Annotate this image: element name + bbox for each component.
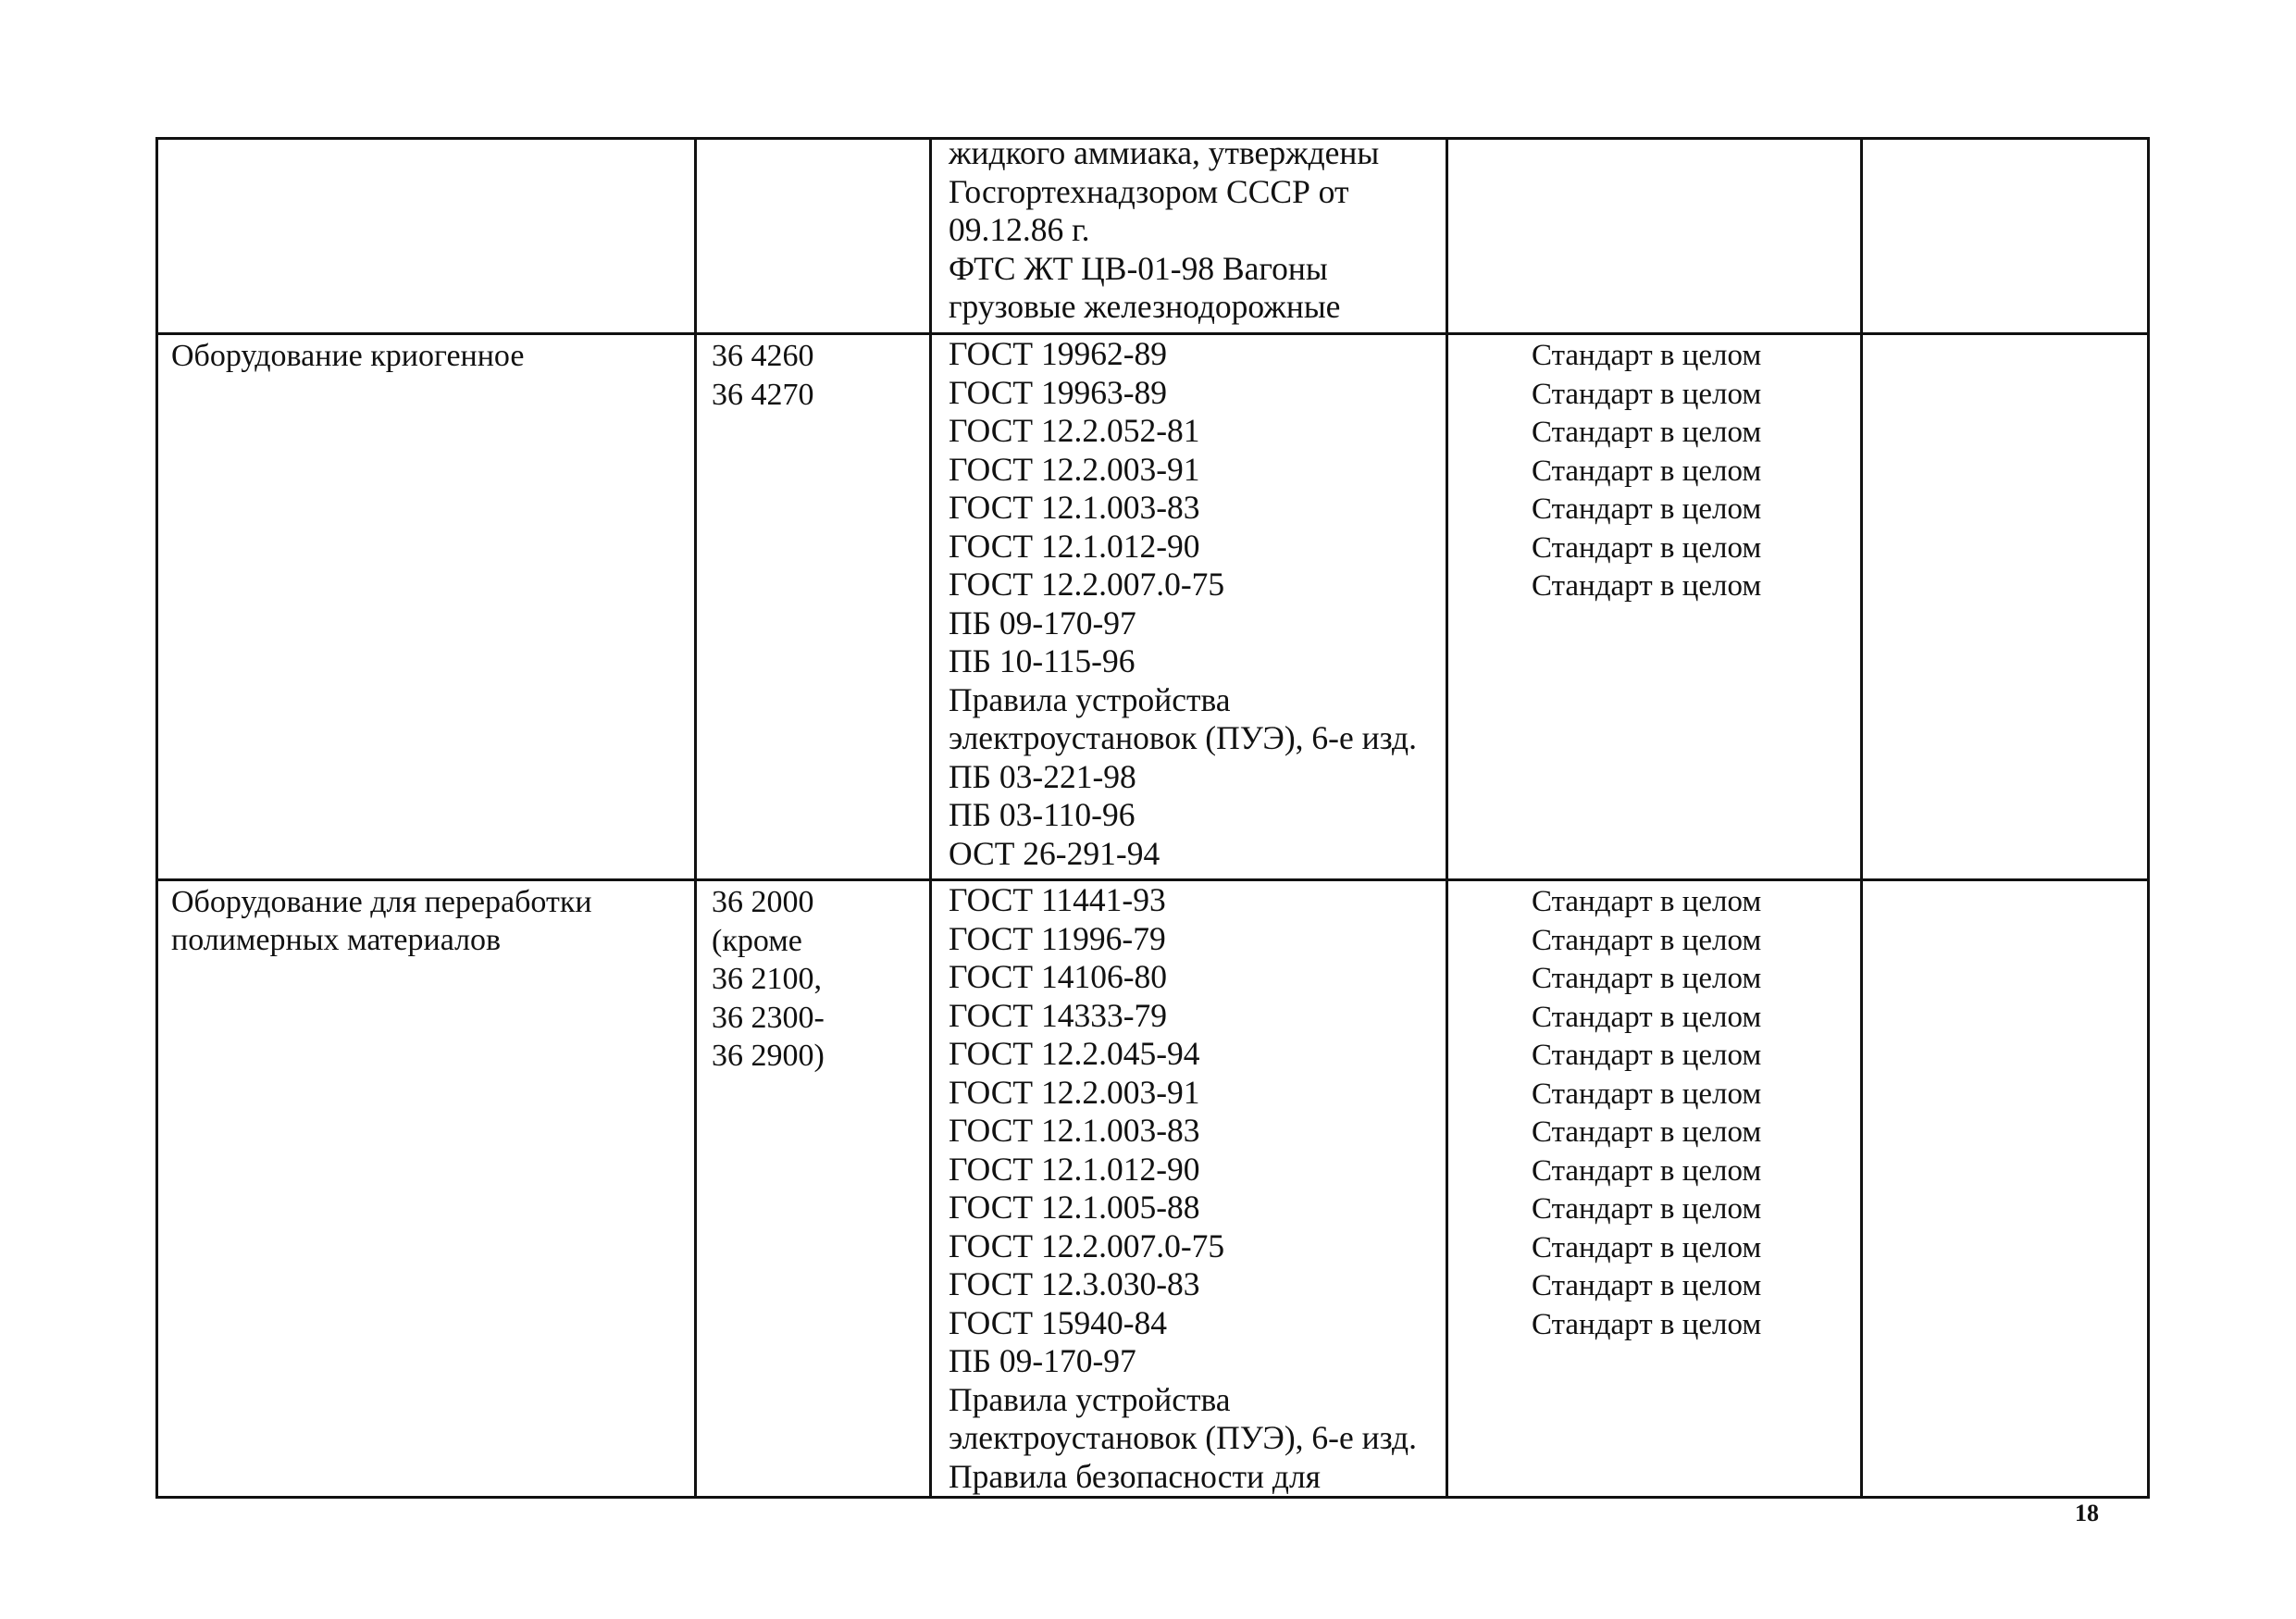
norm-line: ГОСТ 12.1.005-88 xyxy=(949,1189,1200,1226)
scope-line: Стандарт в целом xyxy=(1532,569,1762,603)
scope-line: Стандарт в целом xyxy=(1532,1307,1762,1341)
table-body xyxy=(157,139,2149,1498)
norm-cell xyxy=(931,334,1447,880)
equipment-line: Оборудование для переработки xyxy=(171,885,592,919)
scope-line: Стандарт в целом xyxy=(1532,923,1762,957)
scope-line: Стандарт в целом xyxy=(1532,1115,1762,1149)
norm-line: ПБ 09-170-97 xyxy=(949,1342,1136,1379)
scope-line: Стандарт в целом xyxy=(1532,1153,1762,1188)
norm-line: ГОСТ 19963-89 xyxy=(949,373,1168,411)
norm-line: Правила устройства xyxy=(949,680,1231,718)
table-row xyxy=(157,334,2149,880)
code-cell xyxy=(696,334,931,880)
norm-line: ПБ 10-115-96 xyxy=(949,642,1136,679)
norm-line: Госгортехнадзором СССР от xyxy=(949,172,1349,210)
norm-line: ГОСТ 11996-79 xyxy=(949,919,1166,957)
scope-line: Стандарт в целом xyxy=(1532,1269,1762,1302)
code-cell xyxy=(696,139,931,334)
scope-line: Стандарт в целом xyxy=(1532,1077,1762,1111)
scope-cell xyxy=(1447,880,1862,1498)
norm-line: ОСТ 26-291-94 xyxy=(949,834,1160,872)
scope-line: Стандарт в целом xyxy=(1532,377,1762,411)
scope-line: Стандарт в целом xyxy=(1532,339,1762,372)
scope-line: Стандарт в целом xyxy=(1532,416,1762,449)
table-row xyxy=(157,139,2149,334)
scope-line: Стандарт в целом xyxy=(1532,962,1762,995)
norm-cell xyxy=(931,880,1447,1498)
equipment-line: Оборудование криогенное xyxy=(171,339,525,373)
norm-line: Правила устройства xyxy=(949,1380,1231,1418)
equipment-cell xyxy=(157,880,696,1498)
norm-line: Правила безопасности для xyxy=(949,1457,1321,1495)
code-line: 36 2300- xyxy=(712,1000,825,1035)
norm-line: жидкого аммиака, утверждены xyxy=(949,138,1380,171)
code-line: (кроме xyxy=(712,923,802,958)
scope-cell xyxy=(1447,334,1862,880)
norm-line: грузовые железнодорожные xyxy=(949,288,1341,325)
norm-line: ПБ 09-170-97 xyxy=(949,604,1136,641)
scope-line: Стандарт в целом xyxy=(1532,454,1762,488)
norm-line: ГОСТ 15940-84 xyxy=(949,1303,1168,1341)
norm-line: ГОСТ 12.2.045-94 xyxy=(949,1035,1200,1072)
norm-line: ГОСТ 12.2.007.0-75 xyxy=(949,566,1225,603)
norm-line: ПБ 03-221-98 xyxy=(949,757,1136,795)
norm-line: ГОСТ 12.3.030-83 xyxy=(949,1265,1200,1302)
notes-cell xyxy=(1862,139,2149,334)
scope-line: Стандарт в целом xyxy=(1532,1192,1762,1226)
norm-line: 09.12.86 г. xyxy=(949,211,1090,248)
table-row xyxy=(157,880,2149,1498)
scope-line: Стандарт в целом xyxy=(1532,1230,1762,1264)
norm-line: ФТС ЖТ ЦВ-01-98 Вагоны xyxy=(949,249,1328,287)
scope-line: Стандарт в целом xyxy=(1532,530,1762,565)
norm-line: электроустановок (ПУЭ), 6-е изд. xyxy=(949,1419,1417,1456)
norm-line: ГОСТ 12.1.003-83 xyxy=(949,489,1200,526)
norm-line: ГОСТ 14106-80 xyxy=(949,958,1168,995)
scope-line: Стандарт в целом xyxy=(1532,885,1762,918)
norm-line: ГОСТ 19962-89 xyxy=(949,335,1168,372)
norm-line: ПБ 03-110-96 xyxy=(949,796,1136,833)
scope-line: Стандарт в целом xyxy=(1532,1039,1762,1072)
norm-line: ГОСТ 14333-79 xyxy=(949,996,1168,1034)
scope-cell xyxy=(1447,139,1862,334)
code-line: 36 2100, xyxy=(712,962,822,996)
norm-line: ГОСТ 12.2.003-91 xyxy=(949,450,1200,488)
norm-line: ГОСТ 12.1.012-90 xyxy=(949,527,1200,565)
code-line: 36 4270 xyxy=(712,377,814,412)
code-line: 36 2000 xyxy=(712,885,814,919)
norm-line: ГОСТ 12.1.012-90 xyxy=(949,1150,1200,1188)
equipment-line: полимерных материалов xyxy=(171,923,502,957)
norm-line: ГОСТ 11441-93 xyxy=(949,881,1166,918)
standards-table xyxy=(155,137,2150,1499)
norm-line: ГОСТ 12.2.003-91 xyxy=(949,1073,1200,1111)
norm-line: ГОСТ 12.2.052-81 xyxy=(949,412,1200,449)
page-number: 18 xyxy=(2075,1500,2099,1526)
norm-line: ГОСТ 12.1.003-83 xyxy=(949,1112,1200,1149)
scope-line: Стандарт в целом xyxy=(1532,1000,1762,1034)
norm-line: ГОСТ 12.2.007.0-75 xyxy=(949,1227,1225,1264)
norm-line: электроустановок (ПУЭ), 6-е изд. xyxy=(949,719,1417,756)
norm-cell xyxy=(931,139,1447,334)
code-cell xyxy=(696,880,931,1498)
equipment-cell xyxy=(157,139,696,334)
scope-line: Стандарт в целом xyxy=(1532,492,1762,526)
code-line: 36 4260 xyxy=(712,339,814,373)
code-line: 36 2900) xyxy=(712,1039,825,1073)
equipment-cell xyxy=(157,334,696,880)
notes-cell xyxy=(1862,880,2149,1498)
notes-cell xyxy=(1862,334,2149,880)
